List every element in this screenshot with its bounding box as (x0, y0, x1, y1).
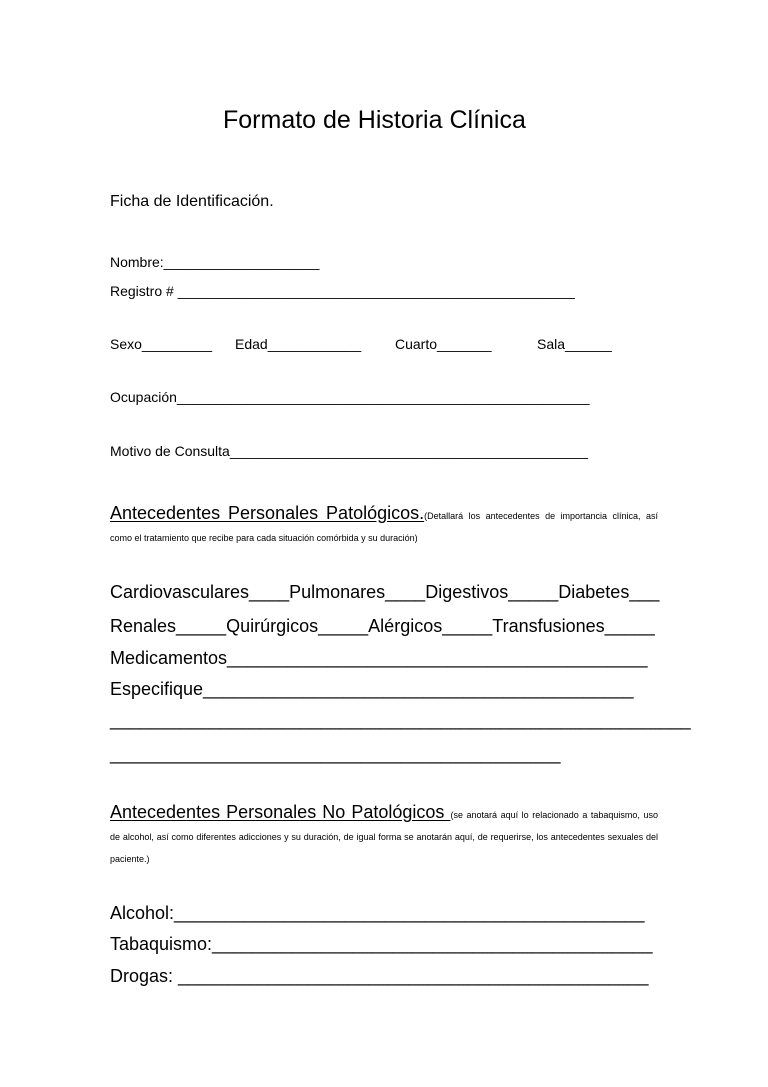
edad-field: Edad____________ (235, 336, 362, 352)
ocupacion-field: Ocupación_____________________________________________________ (110, 389, 590, 405)
cuarto-field: Cuarto_______ (395, 336, 492, 352)
drogas-field: Drogas: _______________________________________________ (110, 966, 649, 986)
sala-field: Sala______ (537, 336, 612, 352)
medicamentos-line: Medicamentos__________________________________________ (110, 648, 648, 668)
cardio-line: Cardiovasculares____Pulmonares____Digestivos_____Diabetes___ (110, 582, 660, 602)
registro-field: Registro # ___________________________________________________ (110, 283, 575, 299)
sexo-field: Sexo_________ (110, 336, 212, 352)
nombre-field: Nombre:____________________ (110, 254, 320, 270)
blank-line: __________________________________________________________ (110, 710, 691, 730)
no-patologicos-section (110, 801, 658, 870)
especifique-line: Especifique___________________________________________ (110, 679, 634, 699)
no-patologicos-heading: Antecedentes Personales No Patológicos (110, 802, 451, 822)
motivo-field: Motivo de Consulta______________________________________________ (110, 443, 589, 459)
patologicos-heading: Antecedentes Personales Patológicos. (110, 503, 425, 523)
ficha-heading: Ficha de Identificación. (110, 193, 274, 210)
alcohol-field: Alcohol:_______________________________________________ (110, 903, 645, 923)
blank-line: _____________________________________________ (110, 744, 561, 764)
tabaquismo-field: Tabaquismo:____________________________________________ (110, 934, 653, 954)
patologicos-section (110, 502, 658, 549)
document-title: Formato de Historia Clínica (223, 106, 526, 134)
no-patologicos-note: (se anotará aquí lo relacionado a tabaquismo, uso de alcohol, así como diferentes adicciones y su duración, de igual forma se anotarán aquí, de requerirse, los antecedentes sexuales del paciente.) (110, 810, 658, 864)
patologicos-note: (Detallará los antecedentes de importancia clínica, así como el tratamiento que recibe para cada situación comórbida y su duración) (110, 511, 658, 543)
renales-line: Renales_____Quirúrgicos_____Alérgicos_____Transfusiones_____ (110, 616, 655, 636)
